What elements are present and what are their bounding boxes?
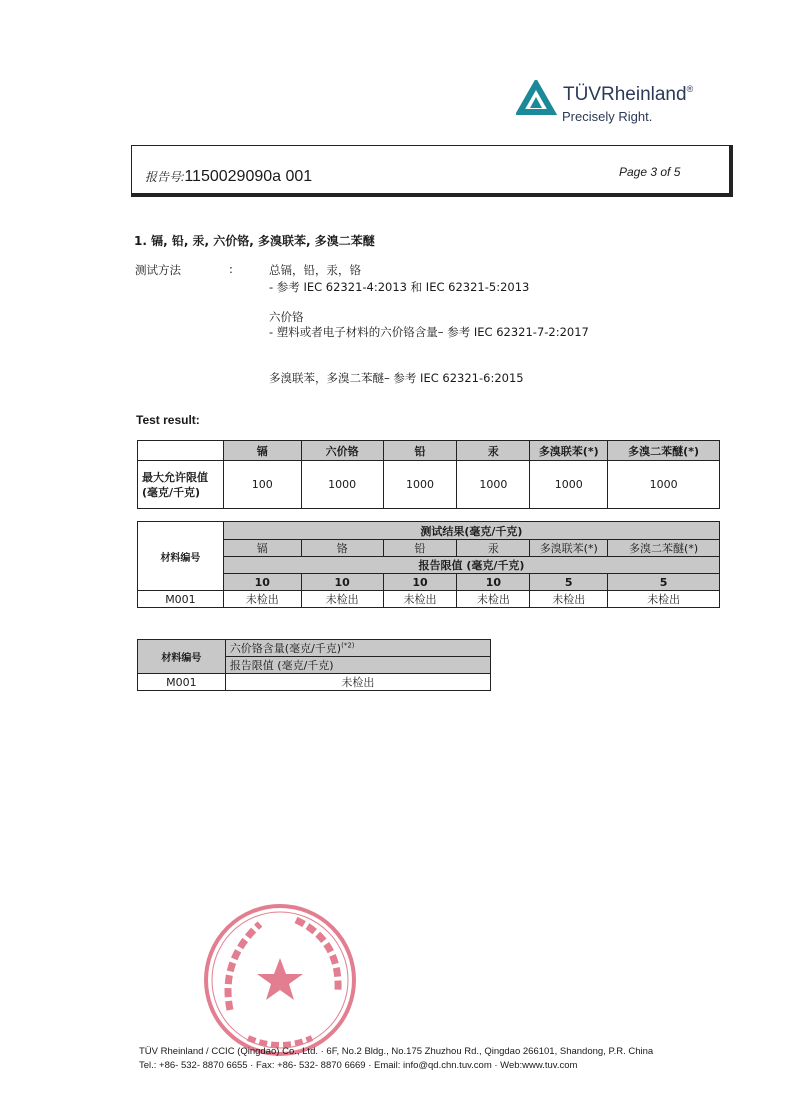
cr-title — [225, 640, 490, 657]
cr-material-id: M001 — [138, 674, 226, 691]
results-rl-label: 报告限值 (毫克/千克) — [223, 557, 719, 574]
results-rl-value: 5 — [608, 574, 720, 591]
results-table — [137, 521, 720, 608]
section-title: 1. 镉, 铅, 汞, 六价铬, 多溴联苯, 多溴二苯醚 — [134, 234, 375, 248]
method-line: - 参考 IEC 62321-4:2013 和 IEC 62321-5:2013 — [269, 280, 530, 294]
results-header: 镉 — [223, 540, 301, 557]
results-rl-value: 10 — [457, 574, 530, 591]
page-indicator: Page 3 of 5 — [619, 165, 681, 179]
limits-header-blank — [138, 441, 224, 461]
limits-value: 100 — [223, 461, 301, 509]
cr-title-note: (*2) — [341, 641, 355, 650]
results-title: 测试结果(毫克/千克) — [223, 522, 719, 540]
report-number-label: 报告号: — [145, 170, 185, 184]
limits-table — [137, 440, 720, 509]
limits-value: 1000 — [608, 461, 720, 509]
limits-header: 铅 — [383, 441, 457, 461]
results-header: 汞 — [457, 540, 530, 557]
company-seal-stamp — [200, 900, 360, 1060]
report-number-value: 1150029090a 001 — [184, 168, 313, 185]
brand-tagline: Precisely Right. — [562, 109, 653, 124]
limits-header: 镉 — [223, 441, 301, 461]
results-header: 铬 — [301, 540, 383, 557]
test-method-label: 测试方法 — [135, 263, 181, 277]
brand-name: TÜVRheinland® — [563, 84, 694, 105]
limits-header: 多溴二苯醚(*) — [608, 441, 720, 461]
results-header: 铅 — [383, 540, 457, 557]
method-line: 总镉，铅，汞，铬 — [269, 263, 361, 277]
results-value: 未检出 — [301, 591, 383, 608]
results-rl-value: 10 — [301, 574, 383, 591]
footer-address: TÜV Rheinland / CCIC (Qingdao) Co., Ltd. · 6F, No.2 Bldg., No.175 Zhuzhou Rd., Qingdao 266101, Shandong, P.R. China — [139, 1046, 654, 1057]
limits-value: 1000 — [301, 461, 383, 509]
limits-value: 1000 — [383, 461, 457, 509]
method-line: 多溴联苯，多溴二苯醚– 参考 IEC 62321-6:2015 — [269, 371, 524, 385]
report-number — [145, 168, 312, 186]
method-line: 六价铬 — [269, 310, 304, 324]
limits-header: 六价铬 — [301, 441, 383, 461]
method-line: - 塑料或者电子材料的六价铬含量– 参考 IEC 62321-7-2:2017 — [269, 325, 589, 339]
cr-result: 未检出 — [225, 674, 490, 691]
test-method-colon: : — [229, 262, 233, 276]
results-value: 未检出 — [223, 591, 301, 608]
footer-contact: Tel.: +86- 532- 8870 6655 · Fax: +86- 532- 8870 6669 · Email: info@qd.chn.tuv.com · Web:www.tuv.com — [139, 1060, 578, 1071]
results-header: 多溴联苯(*) — [530, 540, 608, 557]
results-value: 未检出 — [457, 591, 530, 608]
cr-material-label: 材料编号 — [138, 640, 226, 674]
results-rl-value: 10 — [383, 574, 457, 591]
results-rl-value: 10 — [223, 574, 301, 591]
results-value: 未检出 — [530, 591, 608, 608]
results-rl-value: 5 — [530, 574, 608, 591]
results-header: 多溴二苯醚(*) — [608, 540, 720, 557]
cr-rl-label: 报告限值 (毫克/千克) — [225, 657, 490, 674]
cr-title-text: 六价铬含量(毫克/千克) — [229, 642, 342, 655]
hexavalent-chromium-table — [137, 639, 491, 691]
limits-value: 1000 — [530, 461, 608, 509]
limits-header: 多溴联苯(*) — [530, 441, 608, 461]
results-value: 未检出 — [383, 591, 457, 608]
test-result-label: Test result: — [136, 413, 200, 427]
results-value: 未检出 — [608, 591, 720, 608]
limits-row-label: 最大允许限值(毫克/千克) — [138, 461, 224, 509]
limits-header: 汞 — [457, 441, 530, 461]
results-material-id: M001 — [138, 591, 224, 608]
registered-mark: ® — [686, 84, 694, 94]
limits-value: 1000 — [457, 461, 530, 509]
results-material-label: 材料编号 — [138, 522, 224, 591]
